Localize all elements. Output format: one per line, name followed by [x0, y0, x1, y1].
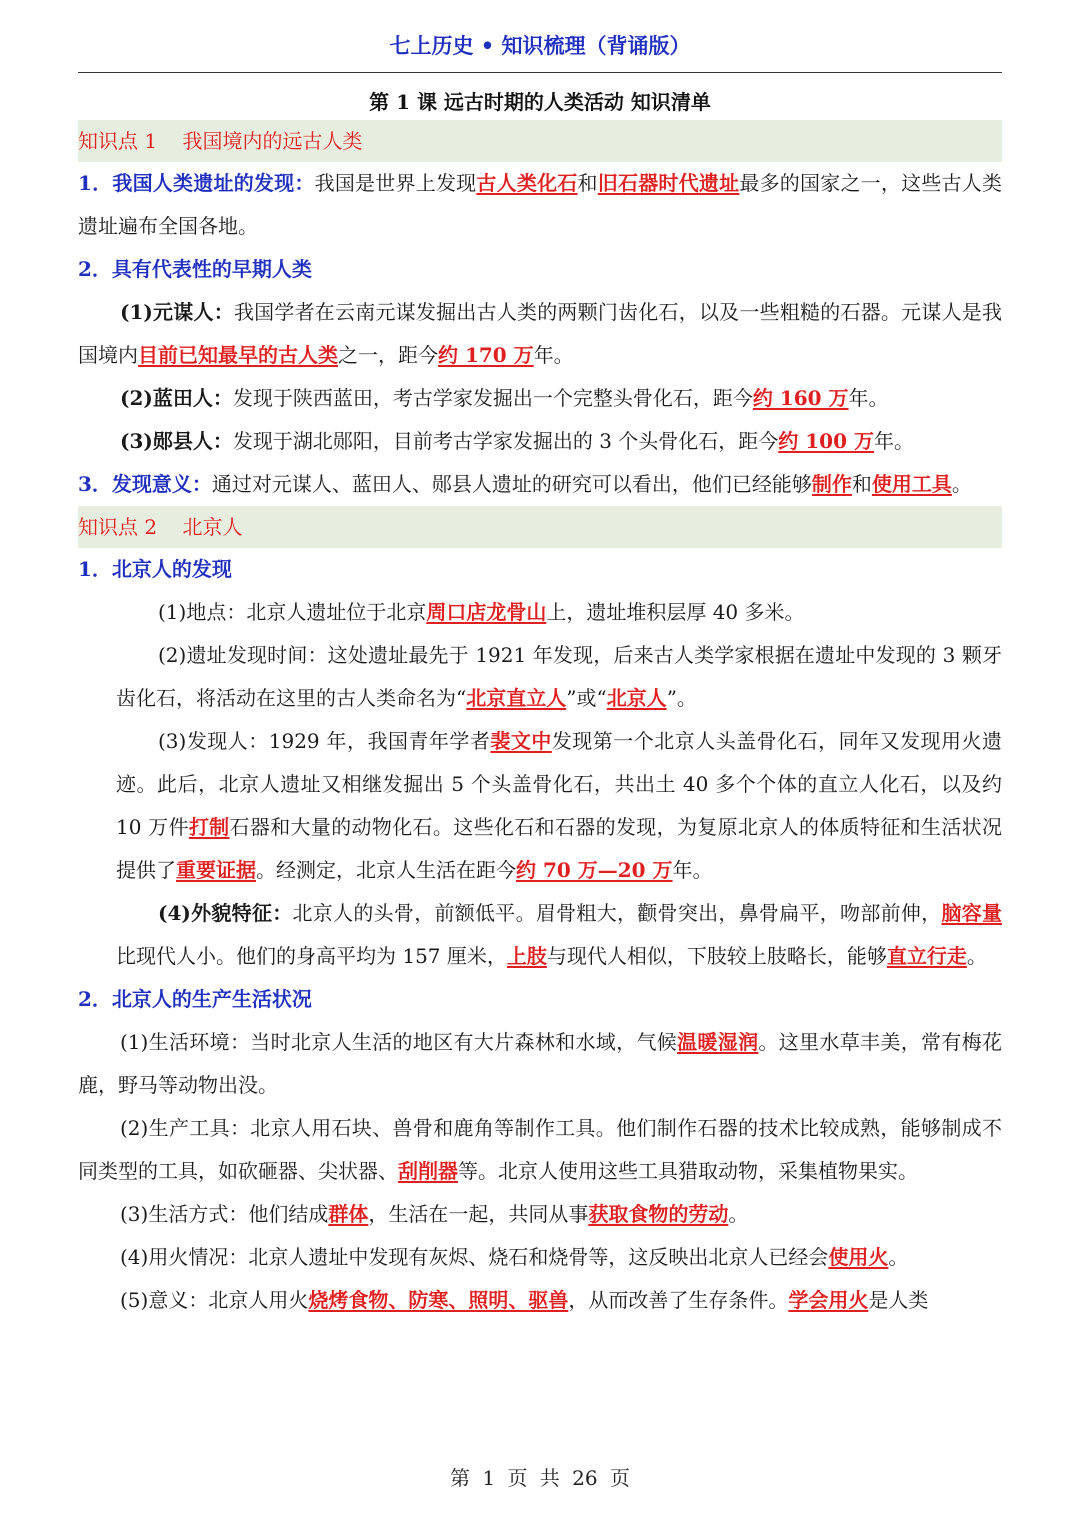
tools-paragraph: [78, 1107, 1002, 1193]
answer-term: 学会用火: [788, 1288, 869, 1312]
answer-term: 北京直立人: [466, 686, 567, 710]
text: 年。: [873, 429, 914, 453]
finder-paragraph: [78, 720, 1002, 892]
answer-term: 古人类化石: [476, 171, 578, 195]
answer-term: 刮削器: [398, 1159, 458, 1183]
text: 发现于湖北郧阳，目前考古学家发掘出的 3 个头骨化石，距今: [232, 429, 779, 453]
answer-term: 获取食物的劳动: [588, 1202, 729, 1226]
text: 最多的国家之一，这些古人类遗址遍布全国各地。: [78, 171, 1003, 238]
text: ”。: [666, 686, 697, 710]
text: 是人类: [868, 1288, 929, 1312]
section-heading: 3．发现意义：: [78, 472, 212, 496]
answer-term: 上肢: [506, 944, 547, 968]
appearance-paragraph: [78, 892, 1002, 978]
answer-term: 重要证据: [176, 858, 256, 882]
item-label: (1)生活环境：: [120, 1030, 251, 1054]
text: 和: [851, 472, 872, 496]
item-label: (3)郧县人：: [120, 429, 233, 453]
place-paragraph: [78, 591, 1002, 634]
text: 石器和大量的动物化石。这些化石和石器的发现，为复原北京人的体质特征和生活状况提供了: [116, 815, 1003, 882]
item-label: (2)遗址发现时间：: [158, 643, 328, 667]
text: ”或“: [566, 686, 607, 710]
answer-term: 直立行走: [886, 944, 967, 968]
item-label: (5)意义：: [120, 1288, 209, 1312]
answer-term: 北京人: [606, 686, 667, 710]
text: 等。北京人使用这些工具猎取动物，采集植物果实。: [458, 1159, 918, 1183]
text: 北京人遗址中发现有灰烬、烧石和烧骨等，这反映出北京人已经会: [248, 1245, 829, 1269]
text: 。经测定，北京人生活在距今: [256, 858, 516, 882]
text: 之一，距今: [338, 343, 438, 367]
item-label: (2)生产工具：: [120, 1116, 251, 1140]
kp1-section-1: [78, 162, 1002, 248]
answer-term: 旧石器时代遗址: [597, 171, 740, 195]
fire-use-paragraph: [78, 1236, 1002, 1279]
text: ，从而改善了生存条件。: [568, 1288, 789, 1312]
item-label: (4)外貌特征：: [158, 901, 293, 925]
text: 北京人遗址位于北京: [246, 600, 427, 624]
text: 。: [888, 1245, 909, 1269]
text: 年。: [533, 343, 574, 367]
answer-term: 使用工具: [871, 472, 952, 496]
answer-term: 烧烤食物、防寒、照明、驱兽: [308, 1288, 569, 1312]
answer-term: 使用火: [828, 1245, 889, 1269]
lantian-paragraph: [78, 377, 1002, 420]
answer-term: 目前已知最早的古人类: [138, 343, 338, 367]
item-label: (3)生活方式：: [120, 1202, 249, 1226]
item-label: (4)用火情况：: [120, 1245, 249, 1269]
item-label: (1)元谋人：: [120, 300, 234, 324]
answer-term: 脑容量: [941, 901, 1003, 925]
section-heading: 1．我国人类遗址的发现：: [78, 171, 315, 195]
answer-term: 约 170 万: [438, 343, 534, 367]
document-content: [78, 120, 1002, 1322]
discovery-time-paragraph: [78, 634, 1002, 720]
text: 年。: [672, 858, 713, 882]
text: 。: [966, 944, 987, 968]
significance-paragraph: [78, 1279, 1002, 1322]
answer-term: 打制: [188, 815, 230, 839]
answer-term: 约 160 万: [752, 386, 849, 410]
kp1-section-2-heading: 2．具有代表性的早期人类: [78, 257, 312, 281]
knowledge-point-2-title: 知识点 2 北京人: [78, 506, 1002, 548]
answer-term: 裴文中: [490, 729, 552, 753]
answer-term: 约 100 万: [778, 429, 874, 453]
environment-paragraph: [78, 1021, 1002, 1107]
text: 年。: [848, 386, 889, 410]
text: 。: [951, 472, 972, 496]
answer-term: 约 70 万—20 万: [516, 858, 673, 882]
text: 通过对元谋人、蓝田人、郧县人遗址的研究可以看出，他们已经能够: [211, 472, 812, 496]
text: 发现于陕西蓝田，考古学家发掘出一个完整头骨化石，距今: [232, 386, 753, 410]
lesson-title: 第 1 课 远古时期的人类活动 知识清单: [369, 90, 711, 114]
text: 比现代人小。他们的身高平均为 157 厘米，: [116, 944, 507, 968]
kp1-section-3: [78, 463, 1002, 506]
answer-term: 周口店龙骨山: [426, 600, 547, 624]
text: 北京人用石块、兽骨和鹿角等制作工具。他们制作石器的技术比较成熟，能够制成不同类型的工具，如砍砸器、尖状器、: [78, 1116, 1002, 1183]
item-label: (3)发现人：: [158, 729, 269, 753]
yunxian-paragraph: [78, 420, 1002, 463]
text: 这处遗址最先于 1921 年发现，后来古人类学家根据在遗址中发现的 3 颗牙齿化石，将活动在这里的古人类命名为“: [116, 643, 1002, 710]
lifestyle-paragraph: [78, 1193, 1002, 1236]
header-divider: [78, 72, 1002, 73]
text: 和: [577, 171, 598, 195]
text: 北京人的头骨，前额低平。眉骨粗大，颧骨突出，鼻骨扁平，吻部前伸，: [292, 901, 942, 925]
item-label: (1)地点：: [158, 600, 247, 624]
text: ，生活在一起，共同从事: [368, 1202, 589, 1226]
text: 。这里水草丰美，常有梅花鹿，野马等动物出没。: [78, 1030, 1002, 1097]
answer-term: 制作: [811, 472, 852, 496]
knowledge-point-1-title: 知识点 1 我国境内的远古人类: [78, 120, 1002, 162]
kp2-section-2-heading: 2．北京人的生产生活状况: [78, 987, 312, 1011]
text: 我国学者在云南元谋发掘出古人类的两颗门齿化石，以及一些粗糙的石器。元谋人是我国境内: [78, 300, 1003, 367]
kp2-section-1-heading: 1．北京人的发现: [78, 557, 232, 581]
answer-term: 温暖湿润: [677, 1030, 759, 1054]
text: 我国是世界上发现: [314, 171, 477, 195]
page-header-title: 七上历史 • 知识梳理（背诵版）: [389, 33, 691, 58]
text: 与现代人相似，下肢较上肢略长，能够: [546, 944, 887, 968]
text: 。: [728, 1202, 749, 1226]
yuanmou-paragraph: [78, 291, 1002, 377]
text: 发现第一个北京人头盖骨化石，同年又发现用火遗迹。此后，北京人遗址又相继发掘出 5 个头盖骨化石，共出土 40 多个个体的直立人化石，以及约 10 万件: [116, 729, 1002, 839]
text: 北京人用火: [208, 1288, 309, 1312]
page-number-footer: 第 1 页 共 26 页: [450, 1466, 630, 1490]
answer-term: 群体: [328, 1202, 369, 1226]
text: 1929 年，我国青年学者: [268, 729, 491, 753]
item-label: (2)蓝田人：: [120, 386, 233, 410]
text: 他们结成: [248, 1202, 329, 1226]
text: 当时北京人生活的地区有大片森林和水域，气候: [250, 1030, 678, 1054]
text: 上，遗址堆积层厚 40 多米。: [546, 600, 805, 624]
